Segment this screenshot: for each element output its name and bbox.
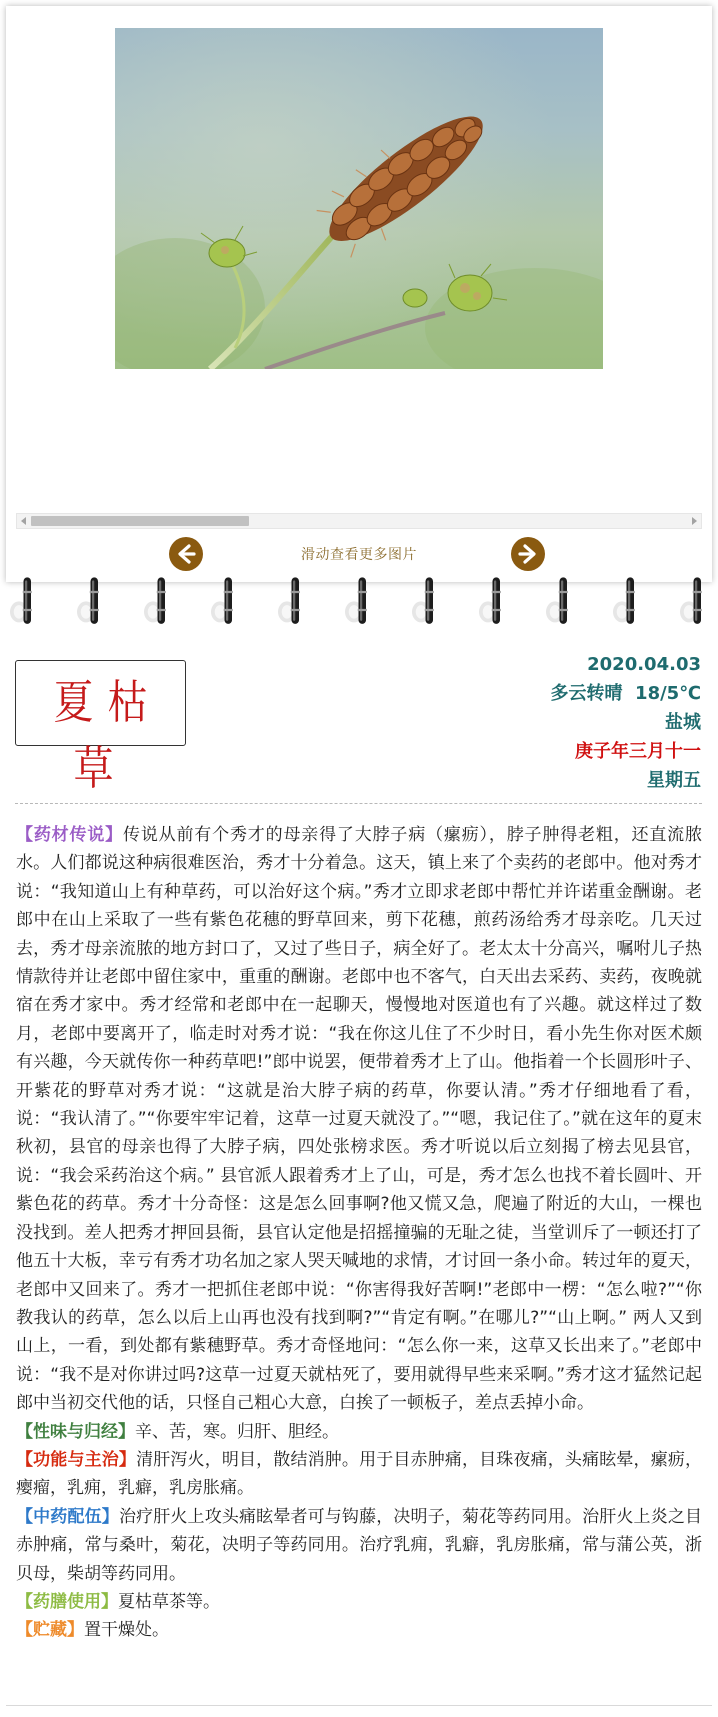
section-nature [16,1418,702,1446]
binder-ring-icon [211,565,241,640]
binder-ring-icon [412,565,442,640]
binder-ring-icon [345,565,375,640]
section-label: 【贮藏】 [16,1620,84,1641]
scrollbar-thumb[interactable] [31,516,249,526]
section-text: 夏枯草茶等。 [118,1591,220,1612]
date: 2020.04.03 [587,654,701,675]
scroll-left-arrow-icon[interactable] [21,517,26,525]
city: 盐城 [665,712,701,733]
section-label: 【性味与归经】 [16,1421,135,1442]
seal-text: 夏枯草 [53,676,162,796]
herb-photo[interactable] [115,28,603,369]
section-diet [16,1588,702,1616]
section-label: 【功能与主治】 [16,1449,137,1470]
binder-ring-icon [479,565,509,640]
section-text: 辛、苦，寒。归肝、胆经。 [135,1421,339,1442]
binder-ring-icon [278,565,308,640]
section-legend [16,821,702,1418]
bottom-divider [6,1705,712,1706]
date-info [551,650,701,795]
weather: 多云转晴 18/5℃ [550,683,701,704]
binder-ring-icon [77,565,107,640]
binder-ring-icon [144,565,174,640]
section-text: 治疗肝火上攻头痛眩晕者可与钩藤，决明子，菊花等药同用。治肝火上炎之目赤肿痛，常与桑叶，菊花，决明子等药同用。治疗乳痈，乳癖，乳房胀痛，常与蒲公英，浙贝母，柴胡等药同用。 [16,1506,703,1584]
binder-ring-icon [10,565,40,640]
section-label: 【药材传说】 [16,825,123,845]
section-label: 【药膳使用】 [16,1591,118,1612]
herb-name-seal [15,660,186,796]
section-storage [16,1616,702,1644]
swipe-hint: 滑动查看更多图片 [301,547,417,563]
binder-ring-icon [680,565,710,640]
binder-ring-icon [613,565,643,640]
section-text: 置干燥处。 [84,1620,169,1641]
dashed-divider [15,803,702,804]
weekday: 星期五 [647,770,701,791]
section-function [16,1446,702,1503]
section-text: 清肝泻火，明目，散结消肿。用于目赤肿痛，目珠夜痛，头痛眩晕，瘰疬，瘿瘤，乳痈，乳癖，乳房胀痛。 [16,1449,702,1499]
scroll-right-arrow-icon[interactable] [692,517,697,525]
gallery-scrollbar[interactable] [16,513,702,529]
lunar-date: 庚子年三月十一 [575,741,701,762]
binder-rings [0,565,718,640]
image-gallery [6,6,712,582]
prunella-photo-illustration [115,28,603,369]
section-label: 【中药配伍】 [16,1506,119,1527]
binder-ring-icon [546,565,576,640]
article-body [16,821,702,1645]
section-combination [16,1503,702,1588]
section-text: 传说从前有个秀才的母亲得了大脖子病（瘰疬），脖子肿得老粗，还直流脓水。人们都说这种病很难医治，秀才十分着急。这天，镇上来了个卖药的老郎中。他对秀才说：“我知道山上有种草药，可以治好这个病。”秀才立即求老郎中帮忙并许诺重金酬谢。老郎中在山上采取了一些有紫色花穗的野草回来，剪下花穗，煎药汤给秀才母亲吃。几天过去，秀才母亲流脓的地方封口了，又过了些日子，病全好了。老太太十分高兴，嘱咐儿子热情款待并让老郎中留住家中，重重的酬谢。老郎中也不客气，白天出去采药、卖药，夜晚就宿在秀才家中。秀才经常和老郎中在一起聊天，慢慢地对医道也有了兴趣。就这样过了数月，老郎中要离开了，临走时对秀才说：“我在你这儿住了不少时日，看小先生你对医术颇有兴趣，今天就传你一种药草吧!”郎中说罢，便带着秀才上了山。他指着一个长圆形叶子、开紫花的野草对秀才说：“这就是治大脖子病的药草，你要认清。”秀才仔细地看了看，说：“我认清了。”“你要牢牢记着，这草一过夏天就没了。”“嗯，我记住了。”就在这年的夏末秋初，县官的母亲也得了大脖子病，四处张榜求医。秀才听说以后立刻揭了榜去见县官，说：“我会采药治这个病。” 县官派人跟着秀才上了山，可是，秀才怎么也找不着长圆叶、开紫色花的药草。秀才十分奇怪：这是怎么回事啊?他又慌又急，爬遍了附近的大山，一棵也没找到。差人把秀才押回县衙，县官认定他是招摇撞骗的无耻之徒，当堂训斥了一顿还打了他五十大板，幸亏有秀才功名加之家人哭天喊地的求情，才讨回一条小命。转过年的夏天，老郎中又回来了。秀才一把抓住老郎中说：“你害得我好苦啊!”老郎中一楞：“怎么啦?”“你教我认的药草，怎么以后上山再也没有找到啊?”“肯定有啊。”在哪儿?”“山上啊。” 两人又到山上，一看，到处都有紫穗野草。秀才奇怪地问：“怎么你一来，这草又长出来了。”老郎中说：“我不是对你讲过吗?这草一过夏天就枯死了，要用就得早些来采啊。”秀才这才猛然记起郎中当初交代他的话，只怪自己粗心大意，白挨了一顿板子，差点丢掉小命。 [16,825,703,1414]
